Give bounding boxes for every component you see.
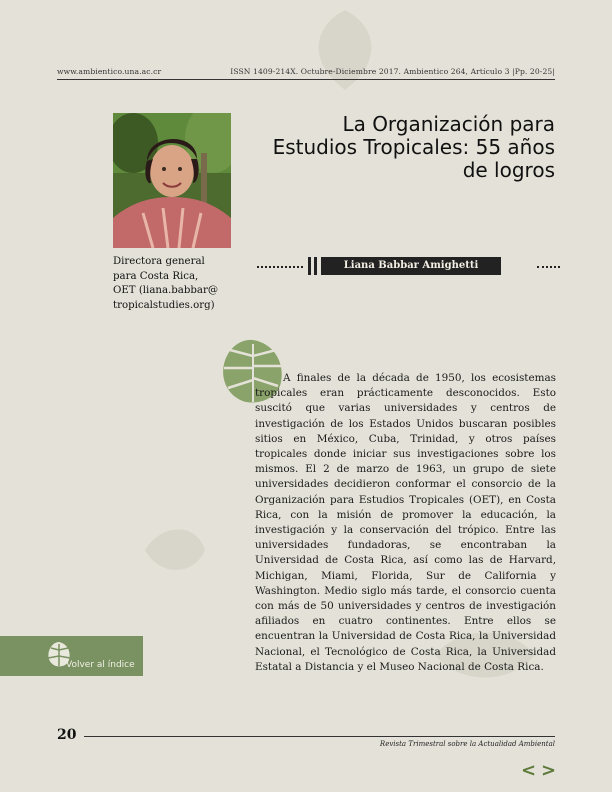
previous-page-button[interactable]: <	[521, 760, 537, 781]
author-name: Liana Babbar Amighetti	[321, 257, 501, 275]
author-byline	[257, 257, 560, 275]
page-number: 20	[57, 727, 77, 743]
site-url[interactable]: www.ambientico.una.ac.cr	[57, 67, 162, 76]
byline-bar	[314, 257, 317, 275]
byline-dots	[537, 266, 560, 268]
byline-dots	[257, 266, 303, 268]
byline-bar	[308, 257, 311, 275]
next-page-button[interactable]: >	[541, 760, 557, 781]
issue-citation: ISSN 1409-214X. Octubre-Diciembre 2017. Ambientico 264, Artículo 3 |Pp. 20-25|	[230, 67, 555, 76]
title-line: de logros	[462, 158, 555, 182]
caption-line: tropicalstudies.org)	[113, 299, 215, 311]
caption-line: para Costa Rica,	[113, 270, 199, 282]
background-leaf-icon	[140, 520, 210, 580]
title-line: La Organización para	[342, 112, 555, 136]
journal-title: Revista Trimestral sobre la Actualidad Ambiental	[379, 740, 555, 748]
author-photo	[113, 113, 231, 248]
back-to-index-button[interactable]	[0, 636, 143, 676]
caption-line: OET (liana.babbar@	[113, 285, 219, 296]
caption-line: Directora general	[113, 256, 205, 267]
header-rule	[57, 79, 555, 80]
background-leaf-icon	[300, 5, 390, 95]
article-body: A finales de la década de 1950, los ecosistemas tropicales eran prácticamente desconocidos. Esto suscitó que varias universidades y centros de investigación de los Estados Unidos buscaran posibles sitios en México, Cuba, Trinidad, y otros países tropicales donde iniciar sus investigaciones sobre los mismos. El 2 de marzo de 1963, un grupo de siete universidades decidieron conformar el consorcio de la Organización para Estudios Tropicales (OET), en Costa Rica, con la misión de promover la educación, la investigación y la conservación del trópico. Entre las universidades fundadoras, se encontraban la Universidad de Costa Rica, así como las de Harvard, Michigan, Miami, Florida, Sur de California y Washington. Medio siglo más tarde, el consorcio cuenta con más de 50 universidades y centros de investigación afiliados en cuatro continentes. Entre ellos se encuentran la Universidad de Costa Rica, la Universidad Nacional, el Tecnológico de Costa Rica, la Universidad Estatal a Distancia y el Museo Nacional de Costa Rica.	[255, 372, 556, 673]
footer-rule	[84, 736, 555, 737]
back-to-index-label: Volver al índice	[66, 660, 135, 670]
title-line: Estudios Tropicales: 55 años	[272, 135, 555, 159]
article-title	[235, 113, 555, 182]
author-caption	[113, 255, 243, 313]
